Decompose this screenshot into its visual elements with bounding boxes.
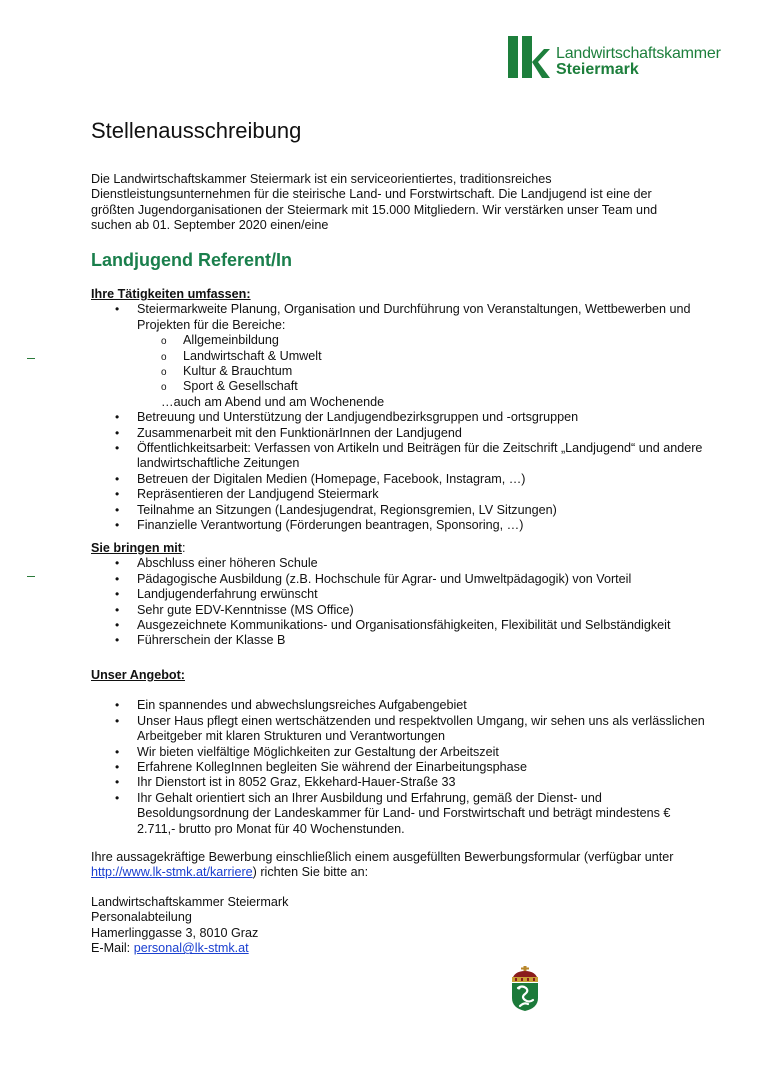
address-line-dept: Personalabteilung [91, 910, 192, 925]
job-title: Landjugend Referent/In [91, 250, 293, 270]
list-item: • Öffentlichkeitsarbeit: Verfassen von Artikeln und Beiträgen für die Zeitschrift „Landjugend“ und andere landwirtschaftliche Zeitungen [91, 441, 711, 472]
sub-list-item: o Sport & Gesellschaft [137, 379, 711, 394]
logo-k-glyph [522, 36, 550, 78]
intro-paragraph: Die Landwirtschaftskammer Steiermark ist ein serviceorientiertes, traditionsreiches Dienstleistungsunternehmen für die steirische Land- und Forstwirtschaft. Die Landjugend ist eine der größten Jugendorganisationen der Steiermark mit 15.000 Mitgliedern. Wir verstärken unser Team und suchen ab 01. September 2020 einen/eine [91, 172, 658, 233]
list-item: • Führerschein der Klasse B [91, 633, 711, 648]
logo-l-glyph [508, 36, 518, 78]
requirements-list [91, 556, 711, 648]
offer-list [91, 698, 711, 837]
address-line-org: Landwirtschaftskammer Steiermark [91, 895, 289, 909]
areas-sublist [137, 333, 711, 395]
list-item: • Landjugenderfahrung erwünscht [91, 587, 711, 602]
career-link[interactable]: http://www.lk-stmk.at/karriere [91, 865, 253, 880]
list-item: • Teilnahme an Sitzungen (Landesjugendrat, Regionsgremien, LV Sitzungen) [91, 503, 711, 518]
email-label: E-Mail: [91, 941, 134, 956]
list-item: • Ihr Dienstort ist in 8052 Graz, Ekkehard-Hauer-Straße 33 [91, 775, 711, 790]
list-item: • Betreuen der Digitalen Medien (Homepage, Facebook, Instagram, …) [91, 472, 711, 487]
list-item: • Wir bieten vielfältige Möglichkeiten zur Gestaltung der Arbeitszeit [91, 745, 711, 760]
requirements-section [91, 541, 711, 649]
list-item: • Ihr Gehalt orientiert sich an Ihrer Ausbildung und Erfahrung, gemäß der Dienst- und Besoldungsordnung der Landeskammer für Land- und Forstwirtschaft und beträgt mindestens € 2.711,- brutto pro Monat für 40 Wochenstunden. [91, 791, 711, 837]
list-item: • Erfahrene KollegInnen begleiten Sie während der Einarbeitungsphase [91, 760, 711, 775]
address-line-street: Hamerlinggasse 3, 8010 Graz [91, 925, 259, 940]
application-text-after: ) richten Sie bitte an: [252, 865, 369, 880]
list-item: • Ein spannendes und abwechslungsreiches Aufgabengebiet [91, 698, 711, 713]
lk-logo-mark [508, 34, 550, 78]
sub-list-item: o Kultur & Brauchtum [137, 364, 711, 379]
offer-heading: Unser Angebot: [91, 668, 185, 682]
application-paragraph [91, 850, 691, 881]
list-item: • Ausgezeichnete Kommunikations- und Organisationsfähigkeiten, Flexibilität und Selbständigkeit [91, 618, 711, 633]
address-block [91, 895, 711, 957]
logo-text [556, 46, 721, 78]
styrian-crest-icon [508, 966, 542, 1012]
address-email-row [91, 941, 711, 956]
list-item: • Repräsentieren der Landjugend Steiermark [91, 487, 711, 502]
lk-logo [508, 34, 721, 78]
email-link[interactable]: personal@lk-stmk.at [133, 941, 249, 956]
list-item: • Unser Haus pflegt einen wertschätzenden und respektvollen Umgang, wir sehen uns als verlässlichen Arbeitgeber mit klaren Strukturen und Verantwortungen [91, 714, 711, 745]
margin-mark [27, 576, 35, 577]
sub-list-item: o Landwirtschaft & Umwelt [137, 349, 711, 364]
offer-section [91, 668, 711, 837]
list-item: • Finanzielle Verantwortung (Förderungen beantragen, Sponsoring, …) [91, 518, 711, 533]
sub-list-item: o Allgemeinbildung [137, 333, 711, 348]
list-item [91, 302, 711, 410]
list-item: • Zusammenarbeit mit den FunktionärInnen der Landjugend [91, 426, 711, 441]
page-title: Stellenausschreibung [91, 118, 302, 143]
list-item: • Pädagogische Ausbildung (z.B. Hochschule für Agrar- und Umweltpädagogik) von Vorteil [91, 572, 711, 587]
tasks-list [91, 302, 711, 533]
margin-mark [27, 358, 35, 359]
requirements-heading-row [91, 541, 711, 556]
logo-line2: Steiermark [556, 61, 639, 78]
list-item: • Betreuung und Unterstützung der Landjugendbezirksgruppen und -ortsgruppen [91, 410, 711, 425]
list-item: • Abschluss einer höheren Schule [91, 556, 711, 571]
requirements-heading: Sie bringen mit [91, 541, 182, 555]
sub-trailer: …auch am Abend und am Wochenende [161, 394, 385, 409]
logo-line1: Landwirtschaftskammer [556, 45, 721, 62]
tasks-section [91, 287, 711, 534]
task-item-text: Steiermarkweite Planung, Organisation und Durchführung von Veranstaltungen, Wettbewerben und Projekten für die Bereiche: [137, 302, 691, 332]
requirements-heading-colon: : [181, 541, 186, 555]
application-text-before: Ihre aussagekräftige Bewerbung einschließlich einem ausgefüllten Bewerbungsformular (verfügbar unter [91, 850, 674, 864]
list-item: • Sehr gute EDV-Kenntnisse (MS Office) [91, 603, 711, 618]
tasks-heading: Ihre Tätigkeiten umfassen: [91, 287, 251, 301]
